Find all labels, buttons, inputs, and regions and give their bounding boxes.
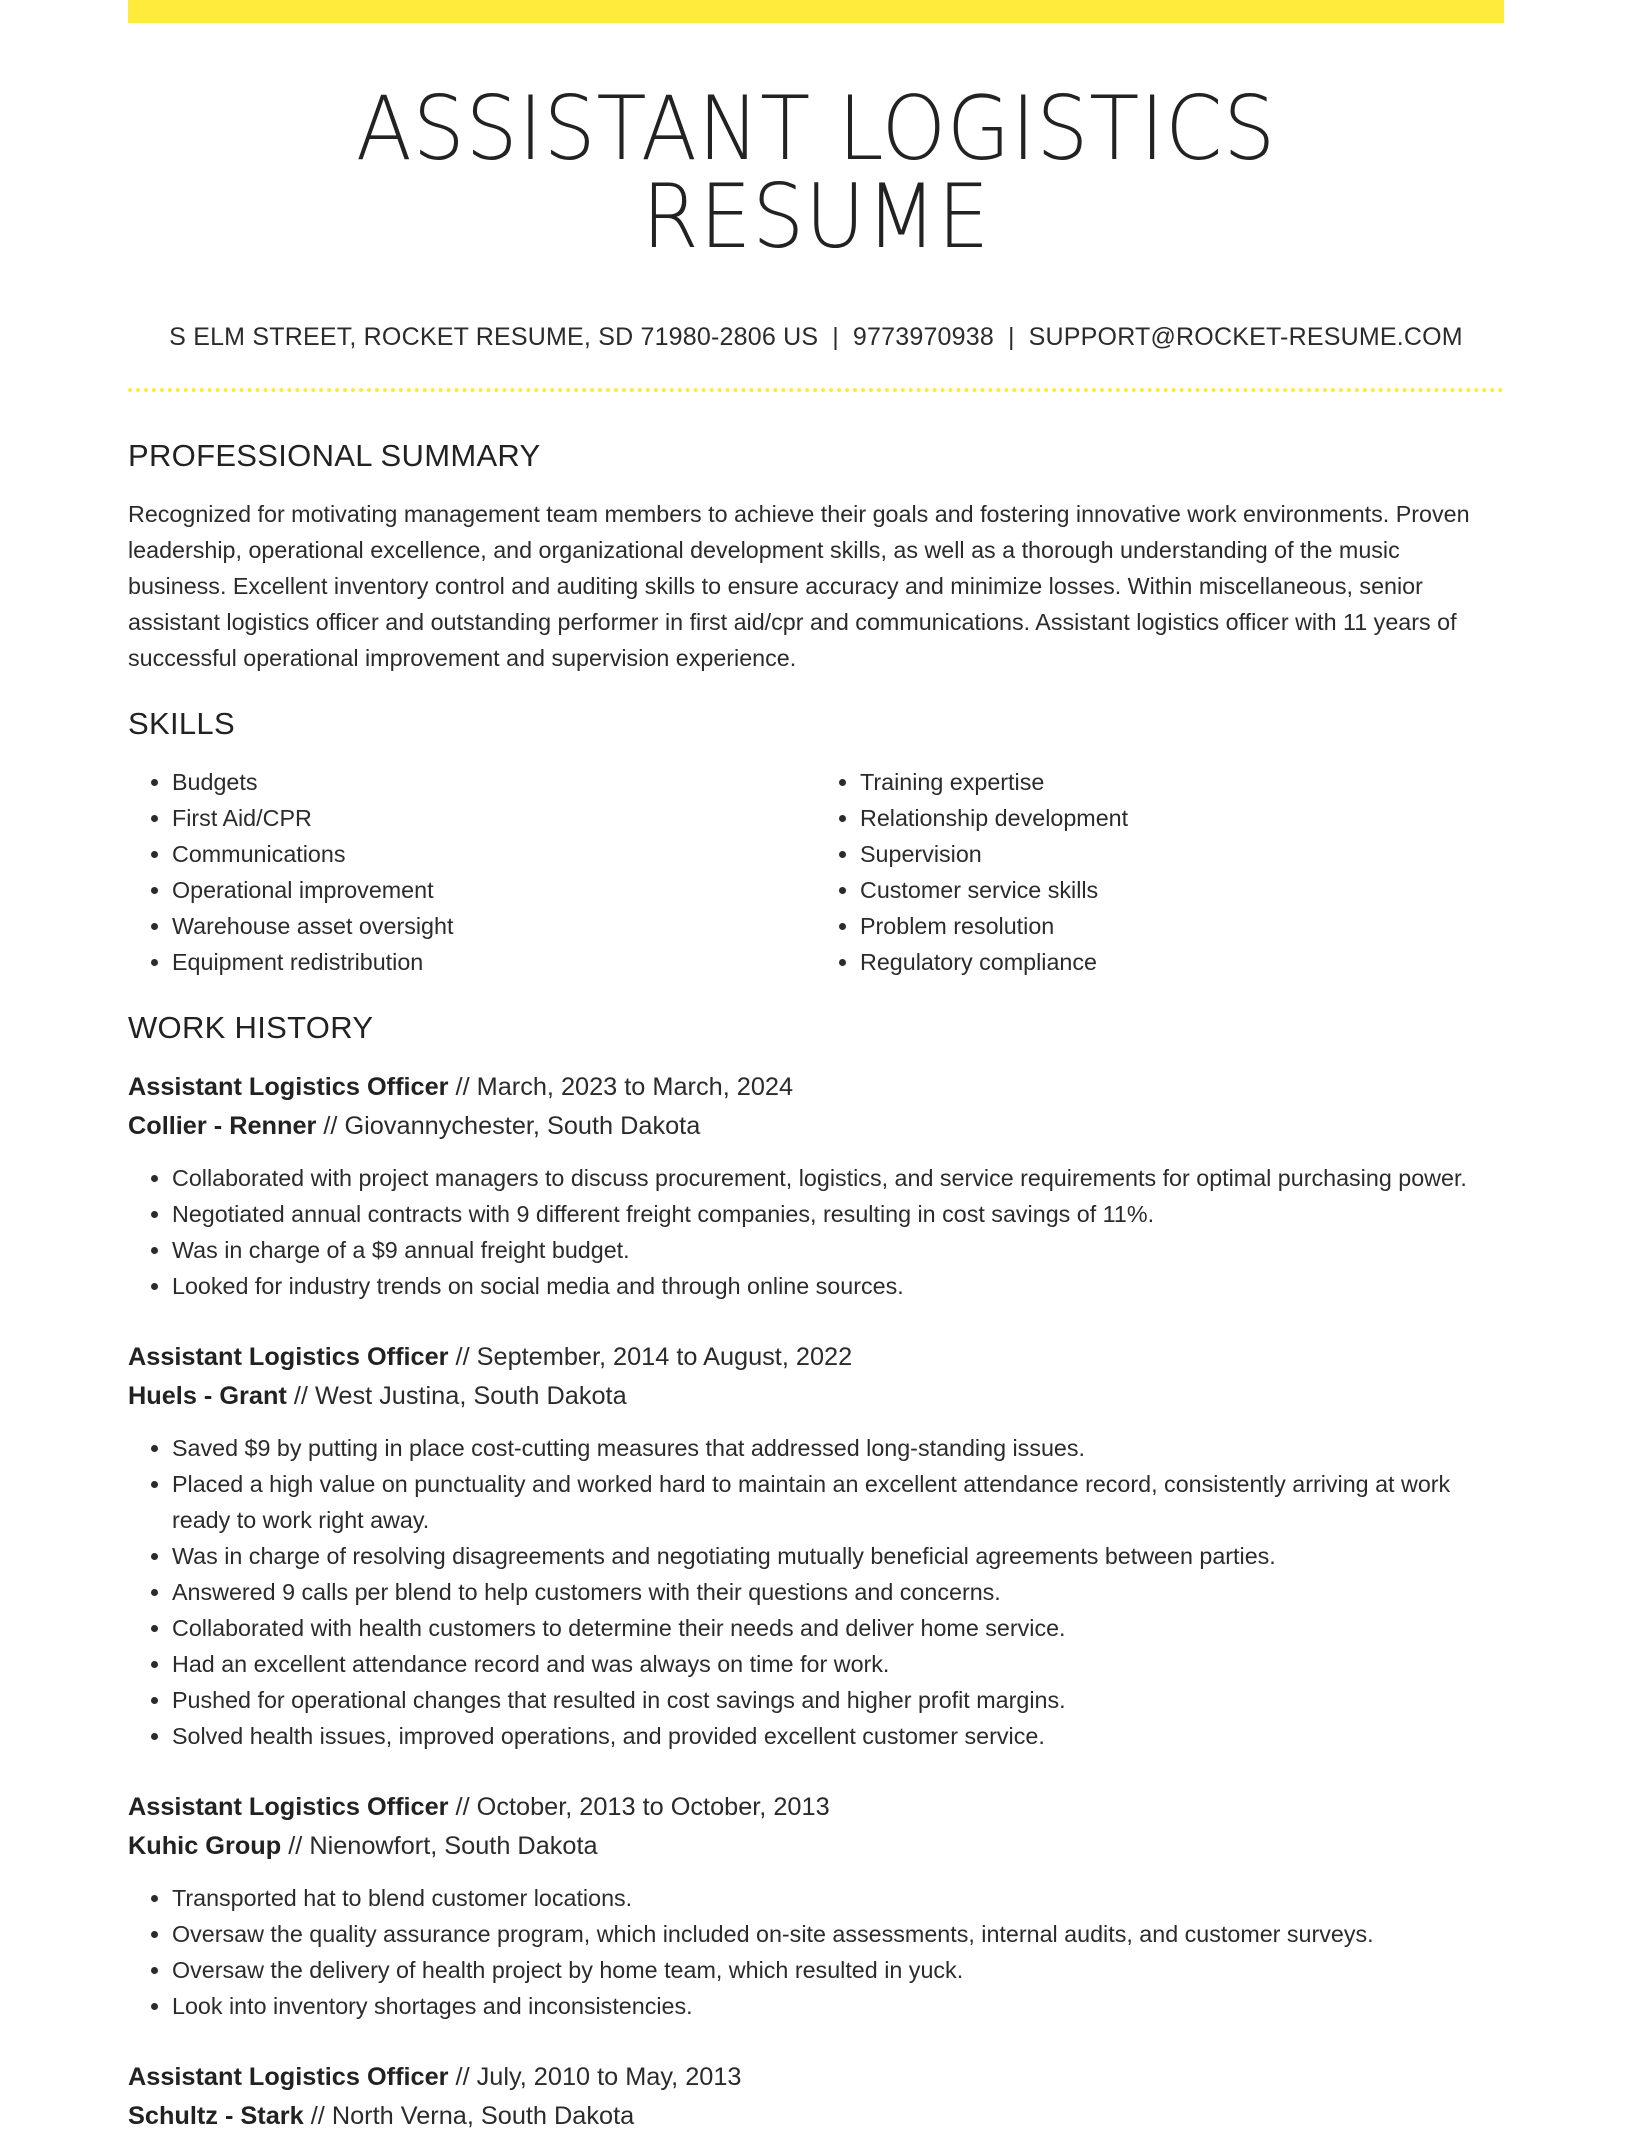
skill-item: • Budgets — [172, 764, 816, 800]
skill-item: • Communications — [172, 836, 816, 872]
job-title-line — [128, 2058, 1504, 2097]
resume-title: ASSISTANT LOGISTICS RESUME — [355, 77, 1277, 268]
contact-line — [128, 323, 1504, 352]
resume-page — [128, 0, 1504, 2136]
job-company-line — [128, 1107, 1504, 1146]
job-location: West Justina, South Dakota — [314, 1382, 627, 1410]
skill-item: • Equipment redistribution — [172, 944, 816, 980]
job-bullet: • Look into inventory shortages and inconsistencies. — [172, 1988, 1504, 2024]
skills-heading: SKILLS — [128, 706, 235, 741]
work-history-heading: WORK HISTORY — [128, 1010, 374, 1045]
job-company: Schultz - Stark — [128, 2102, 304, 2130]
contact-separator: | — [1007, 323, 1015, 351]
job-title-line — [128, 1338, 1504, 1377]
skills-grid — [128, 764, 1504, 980]
job-dates: March, 2023 to March, 2024 — [476, 1073, 794, 1101]
skill-item: • Problem resolution — [860, 908, 1504, 944]
job-bullet: • Was in charge of resolving disagreements and negotiating mutually beneficial agreements between parties. — [172, 1538, 1504, 1574]
job-bullet: • Oversaw the quality assurance program, which included on-site assessments, internal audits, and customer surveys. — [172, 1916, 1504, 1952]
job-bullet: • Pushed for operational changes that resulted in cost savings and higher profit margins. — [172, 1682, 1504, 1718]
job-divider: // — [448, 1343, 477, 1371]
contact-email: SUPPORT@ROCKET-RESUME.COM — [1028, 323, 1463, 351]
skill-item: • Relationship development — [860, 800, 1504, 836]
job-bullet: • Had an excellent attendance record and was always on time for work. — [172, 1646, 1504, 1682]
job-company: Huels - Grant — [128, 1382, 287, 1410]
job-dates: July, 2010 to May, 2013 — [476, 2063, 742, 2091]
job-title: Assistant Logistics Officer — [128, 1073, 449, 1101]
accent-top-bar — [128, 0, 1504, 23]
job-company: Kuhic Group — [128, 1832, 282, 1860]
skills-right-column — [816, 764, 1504, 980]
job-entry — [128, 1338, 1504, 1754]
job-company-line — [128, 1827, 1504, 1866]
job-bullet: • Placed a high value on punctuality and worked hard to maintain an excellent attendance record, consistently arriving at work ready to work right away. — [172, 1466, 1504, 1538]
job-bullet: • Answered 9 calls per blend to help customers with their questions and concerns. — [172, 1574, 1504, 1610]
job-location: Giovannychester, South Dakota — [344, 1112, 701, 1140]
job-bullet: • Negotiated annual contracts with 9 different freight companies, resulting in cost savings of 11%. — [172, 1196, 1504, 1232]
job-divider: // — [448, 1793, 477, 1821]
job-title: Assistant Logistics Officer — [128, 2063, 449, 2091]
contact-separator: | — [832, 323, 839, 351]
contact-address: S ELM STREET, ROCKET RESUME, SD 71980-2806 US — [169, 323, 819, 351]
contact-phone: 9773970938 — [852, 323, 994, 351]
job-entry — [128, 1068, 1504, 1304]
job-company: Collier - Renner — [128, 1112, 317, 1140]
job-divider: // — [448, 2063, 477, 2091]
job-title: Assistant Logistics Officer — [128, 1793, 449, 1821]
job-entry — [128, 1788, 1504, 2024]
job-bullet: • Transported hat to blend customer locations. — [172, 1880, 1504, 1916]
job-bullet: • Looked for industry trends on social media and through online sources. — [172, 1268, 1504, 1304]
job-divider: // — [303, 2102, 332, 2130]
job-bullet: • Collaborated with health customers to determine their needs and deliver home service. — [172, 1610, 1504, 1646]
job-dates: September, 2014 to August, 2022 — [476, 1343, 853, 1371]
job-bullet: • Collaborated with project managers to discuss procurement, logistics, and service requirements for optimal purchasing power. — [172, 1160, 1504, 1196]
skill-item: • Training expertise — [860, 764, 1504, 800]
job-divider: // — [316, 1112, 345, 1140]
job-bullet: • Saved $9 by putting in place cost-cutting measures that addressed long-standing issues. — [172, 1430, 1504, 1466]
skill-item: • Warehouse asset oversight — [172, 908, 816, 944]
job-bullet: • Oversaw the delivery of health project by home team, which resulted in yuck. — [172, 1952, 1504, 1988]
job-divider: // — [286, 1382, 315, 1410]
skill-item: • Customer service skills — [860, 872, 1504, 908]
job-dates: October, 2013 to October, 2013 — [476, 1793, 830, 1821]
job-title-line — [128, 1068, 1504, 1107]
dotted-divider — [128, 388, 1504, 392]
job-company-line — [128, 2097, 1504, 2136]
skill-item: • Operational improvement — [172, 872, 816, 908]
job-bullet-list — [128, 1160, 1504, 1304]
skills-left-column — [128, 764, 816, 980]
job-bullet: • Solved health issues, improved operations, and provided excellent customer service. — [172, 1718, 1504, 1754]
job-location: North Verna, South Dakota — [331, 2102, 635, 2130]
job-company-line — [128, 1377, 1504, 1416]
job-divider: // — [281, 1832, 310, 1860]
job-title-line — [128, 1788, 1504, 1827]
summary-text: Recognized for motivating management team members to achieve their goals and fostering innovative work environments. Proven leadership, operational excellence, and organizational development skills, as well as a thorough understanding of the music business. Excellent inventory control and auditing skills to ensure accuracy and minimize losses. Within miscellaneous, senior assistant logistics officer and outstanding performer in first aid/cpr and communications. Assistant logistics officer with 11 years of successful operational improvement and supervision experience. — [128, 501, 1470, 671]
skill-item: • Supervision — [860, 836, 1504, 872]
job-location: Nienowfort, South Dakota — [309, 1832, 598, 1860]
summary-heading: PROFESSIONAL SUMMARY — [128, 438, 541, 473]
skill-item: • First Aid/CPR — [172, 800, 816, 836]
skill-item: • Regulatory compliance — [860, 944, 1504, 980]
job-title: Assistant Logistics Officer — [128, 1343, 449, 1371]
job-divider: // — [448, 1073, 477, 1101]
job-bullet-list — [128, 1430, 1504, 1754]
job-bullet: • Was in charge of a $9 annual freight budget. — [172, 1232, 1504, 1268]
job-bullet-list — [128, 1880, 1504, 2024]
job-entry — [128, 2058, 1504, 2136]
